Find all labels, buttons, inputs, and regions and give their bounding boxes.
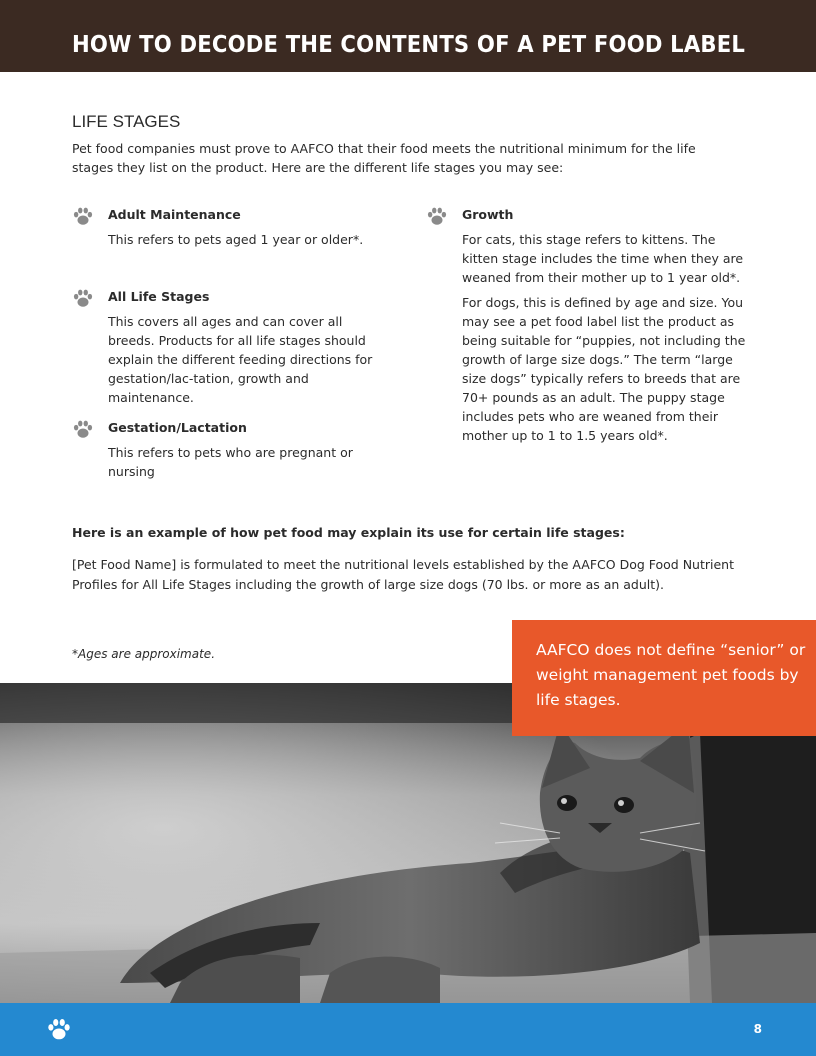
stage-paragraph: This refers to pets who are pregnant or nursing	[108, 445, 353, 479]
stage-growth	[426, 206, 756, 446]
paw-icon	[72, 419, 94, 439]
page-number: 8	[753, 1022, 762, 1036]
callout-box	[512, 620, 816, 736]
page-title: HOW TO DECODE THE CONTENTS OF A PET FOOD LABEL	[72, 32, 746, 58]
example-heading: Here is an example of how pet food may explain its use for certain life stages:	[72, 525, 625, 540]
stage-paragraph: For dogs, this is defined by age and size. You may see a pet food label list the product as being suitable for “puppies, not including the growth of large size dogs.” The term “large size dogs” typically refers to breeds that are 70+ pounds as an adult. The puppy stage includes pets who are weaned from their mother up to 1 to 1.5 years old*.	[462, 295, 746, 443]
paw-icon	[426, 206, 448, 226]
stage-all-life-stages	[72, 288, 392, 405]
stage-body	[108, 230, 398, 255]
page-footer	[0, 1003, 816, 1056]
stage-body	[462, 230, 746, 451]
footnote: *Ages are approximate.	[72, 647, 216, 661]
page-header	[0, 0, 816, 72]
paw-icon	[72, 288, 94, 308]
stage-title: Growth	[462, 207, 514, 222]
stage-title: All Life Stages	[108, 289, 210, 304]
paw-icon	[72, 206, 94, 226]
section-intro: Pet food companies must prove to AAFCO that their food meets the nutritional minimum for the life stages they list on the product. Here are the different life stages you may see:	[72, 141, 696, 175]
stage-body	[108, 312, 390, 413]
callout-text: AAFCO does not define “senior” or weight management pet foods by life stages.	[536, 641, 806, 709]
stage-title: Adult Maintenance	[108, 207, 241, 222]
stage-paragraph: This covers all ages and can cover all breeds. Products for all life stages should explain the different feeding directions for gestation/lac-tation, growth and maintenance.	[108, 314, 373, 405]
example-body: [Pet Food Name] is formulated to meet the nutritional levels established by the AAFCO Dog Food Nutrient Profiles for All Life Stages including the growth of large size dogs (70 lbs. or more as an adult).	[72, 557, 735, 592]
stage-paragraph: This refers to pets aged 1 year or older*.	[108, 232, 364, 247]
paw-icon	[46, 1017, 72, 1041]
stage-title: Gestation/Lactation	[108, 420, 247, 435]
stage-body	[108, 443, 368, 487]
stage-paragraph: For cats, this stage refers to kittens. The kitten stage includes the time when they are weaned from their mother up to 1 year old*.	[462, 232, 744, 285]
stage-adult-maintenance	[72, 206, 392, 246]
section-title: LIFE STAGES	[72, 112, 181, 131]
stage-gestation-lactation	[72, 419, 392, 489]
